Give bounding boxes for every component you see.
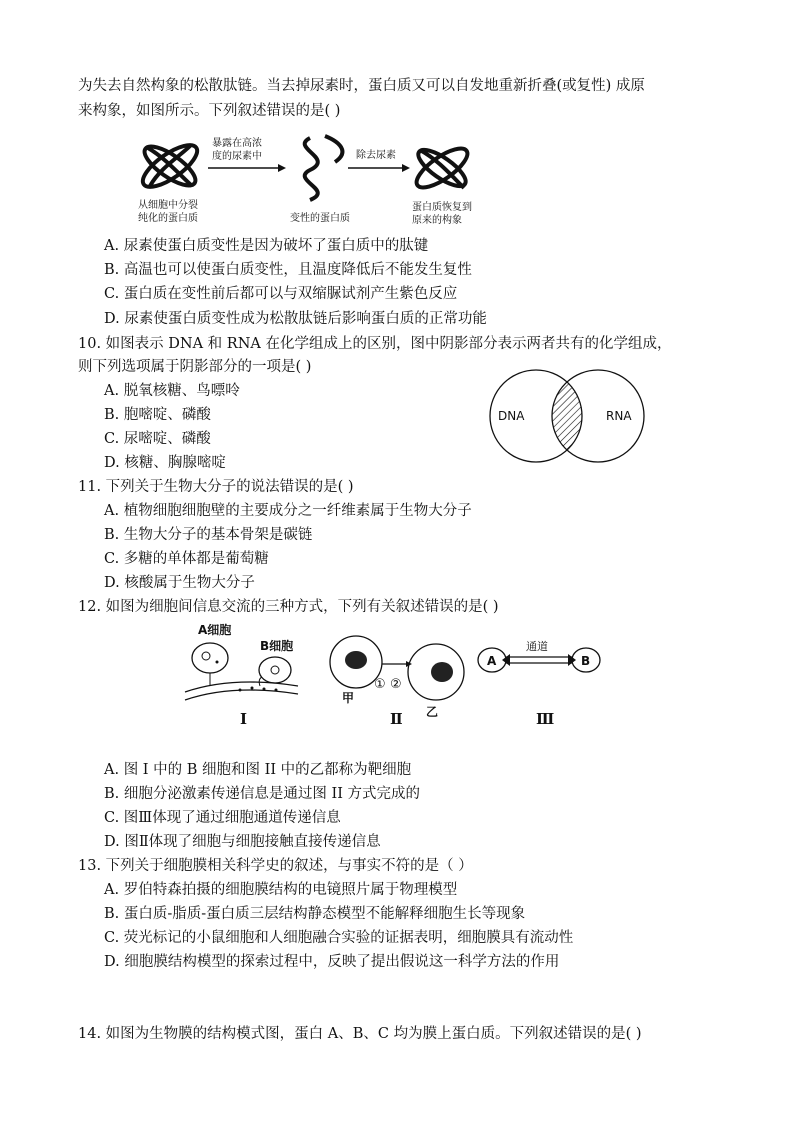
fig9-caption-3b: 原来的构象 xyxy=(412,215,462,226)
panel-2 xyxy=(330,636,464,728)
fig9-caption-2: 变性的蛋白质 xyxy=(290,213,350,224)
q9-option-b: B. 高温也可以使蛋白质变性，且温度降低后不能发生复性 xyxy=(104,262,472,278)
fig9-caption-3a: 蛋白质恢复到 xyxy=(412,202,472,213)
refolded-protein-icon xyxy=(411,142,473,194)
fig9-caption-1a: 从细胞中分裂 xyxy=(138,200,198,211)
panel-1 xyxy=(185,622,298,728)
q10-option-a: A. 脱氧核糖、鸟嘌呤 xyxy=(104,383,240,399)
jia-label: 甲 xyxy=(342,691,355,705)
q11-option-a: A. 植物细胞细胞壁的主要成分之一纤维素属于生物大分子 xyxy=(104,503,472,519)
roman-numeral-3: Ⅲ xyxy=(536,710,555,728)
a-cell-label: A细胞 xyxy=(198,623,232,637)
q10-option-c: C. 尿嘧啶、磷酸 xyxy=(104,431,211,447)
intro-line-1: 为失去自然构象的松散肽链。当去掉尿素时，蛋白质又可以自发地重新折叠(或复性) 成原 xyxy=(78,78,645,94)
fig9-arrow1-top: 暴露在高浓 xyxy=(212,138,262,149)
q11-option-b: B. 生物大分子的基本骨架是碳链 xyxy=(104,527,313,543)
roman-numeral-2: Ⅱ xyxy=(390,710,403,728)
yi-label: 乙 xyxy=(426,705,439,719)
q12-option-a: A. 图 I 中的 B 细胞和图 II 中的乙都称为靶细胞 xyxy=(104,762,412,778)
q11-option-c: C. 多糖的单体都是葡萄糖 xyxy=(104,551,269,567)
q9-option-c: C. 蛋白质在变性前后都可以与双缩脲试剂产生紫色反应 xyxy=(104,286,458,302)
venn-dna-label: DNA xyxy=(498,409,525,423)
q13-option-a: A. 罗伯特森拍摄的细胞膜结构的电镜照片属于物理模型 xyxy=(104,882,458,898)
node-a-label: A xyxy=(487,654,497,668)
folded-protein-icon xyxy=(137,138,203,194)
q13-option-b: B. 蛋白质-脂质-蛋白质三层结构静态模型不能解释细胞生长等现象 xyxy=(104,906,526,922)
q14-stem: 14. 如图为生物膜的结构模式图，蛋白 A、B、C 均为膜上蛋白质。下列叙述错误的是( ) xyxy=(78,1026,642,1042)
denatured-protein-icon xyxy=(305,136,343,200)
circle-two-label: ② xyxy=(390,677,402,692)
q10-option-d: D. 核糖、胸腺嘧啶 xyxy=(104,455,226,471)
q11-stem: 11. 下列关于生物大分子的说法错误的是( ) xyxy=(78,479,354,495)
fig9-arrow2-label: 除去尿素 xyxy=(356,150,396,161)
q9-option-d: D. 尿素使蛋白质变性成为松散肽链后影响蛋白质的正常功能 xyxy=(104,311,487,327)
arrow-right-icon xyxy=(348,164,410,172)
venn-rna-label: RNA xyxy=(606,409,632,423)
q9-option-a: A. 尿素使蛋白质变性是因为破坏了蛋白质中的肽键 xyxy=(104,238,429,254)
node-b-label: B xyxy=(581,654,591,668)
panel-3 xyxy=(478,640,600,728)
fig9-caption-1b: 纯化的蛋白质 xyxy=(138,213,198,224)
b-cell-label: B细胞 xyxy=(260,639,294,653)
dna-rna-venn-diagram xyxy=(478,368,658,468)
q13-option-c: C. 荧光标记的小鼠细胞和人细胞融合实验的证据表明，细胞膜具有流动性 xyxy=(104,930,574,946)
roman-numeral-1: I xyxy=(240,710,248,728)
cell-communication-figure xyxy=(180,620,610,735)
q10-option-b: B. 胞嘧啶、磷酸 xyxy=(104,407,211,423)
q10-stem-line-2: 则下列选项属于阴影部分的一项是( ) xyxy=(78,359,312,375)
q12-option-d: D. 图Ⅱ体现了细胞与细胞接触直接传递信息 xyxy=(104,834,381,850)
q13-stem: 13. 下列关于细胞膜相关科学史的叙述，与事实不符的是（ ） xyxy=(78,858,473,874)
q10-stem-line-1: 10. 如图表示 DNA 和 RNA 在化学组成上的区别，图中阴影部分表示两者共有的化学组成， xyxy=(78,336,672,352)
q11-option-d: D. 核酸属于生物大分子 xyxy=(104,575,255,591)
fig9-arrow1-bot: 度的尿素中 xyxy=(212,151,262,162)
arrow-right-icon xyxy=(208,164,286,172)
q13-option-d: D. 细胞膜结构模型的探索过程中，反映了提出假说这一科学方法的作用 xyxy=(104,954,560,970)
circle-one-label: ① xyxy=(374,677,386,692)
intro-line-2: 来构象，如图所示。下列叙述错误的是( ) xyxy=(78,103,341,119)
protein-denaturation-figure xyxy=(120,128,500,238)
q12-option-c: C. 图Ⅲ体现了通过细胞通道传递信息 xyxy=(104,810,341,826)
q12-stem: 12. 如图为细胞间信息交流的三种方式，下列有关叙述错误的是( ) xyxy=(78,599,499,615)
q12-option-b: B. 细胞分泌激素传递信息是通过图 II 方式完成的 xyxy=(104,786,421,802)
channel-label: 通道 xyxy=(526,640,548,653)
